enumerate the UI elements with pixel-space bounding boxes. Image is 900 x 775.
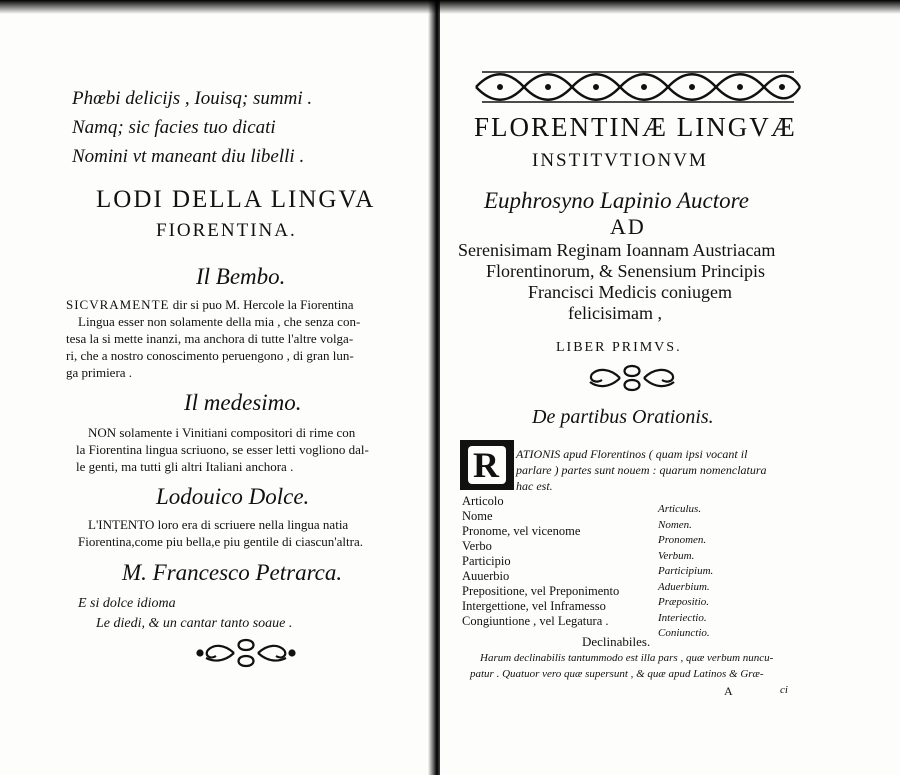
part-latin: Verbum. [658,549,695,562]
part-italian: Nome [462,509,493,523]
bembo-line-5: ga primiera . [66,365,133,380]
part-latin: Coniunctio. [658,627,710,639]
verse-line-1: Phœbi delicijs , Iouisq; summi . [72,88,313,109]
left-title-line-1: LODI DELLA LINGVA [96,186,376,213]
medesimo-paragraph [76,424,369,475]
headpiece-ornament-icon [472,64,804,110]
closing-line-2: patur . Quatuor vero quæ supersunt , & quæ apud Latinos & Græ- [470,668,764,680]
part-italian: Verbo [462,539,492,553]
petrarca-line-1: E si dolce idioma [78,596,176,611]
medesimo-line-2: la Fiorentina lingua scriuono, se esser letti vogliono dal- [76,442,369,457]
left-page [0,0,432,775]
part-italian: Participio [462,554,511,568]
closing-paragraph [470,650,773,682]
petrarca-line-2: Le diedi, & un cantar tanto soaue . [96,616,293,631]
catchword: ci [780,684,788,696]
dedication-line-1: Serenisimam Reginam Ioannam Austriacam [458,240,776,260]
ad-line: AD [610,214,646,239]
intro-paragraph [516,446,767,494]
petrarca-heading: M. Francesco Petrarca. [122,560,343,585]
bembo-line-2: Lingua esser non solamente della mia , che senza con- [78,314,361,329]
bembo-line-1: dir si puo M. Hercole la Fiorentina [172,297,354,312]
part-italian: Articolo [462,494,504,508]
right-page [440,0,900,775]
part-latin: Interiectio. [658,611,707,624]
intro-line-3: hac est. [516,479,553,493]
dolce-line-1: L'INTENTO loro era di scriuere nella lingua natia [88,517,349,532]
part-latin: Aduerbium. [658,580,710,593]
closing-line-1: Harum declinabilis tantummodo est illa pars , quæ verbum nuncu- [480,652,774,664]
dolce-line-2: Fiorentina,come piu bella,e piu gentile di ciascun'altra. [78,534,363,549]
parts-italian-list [462,494,619,629]
intro-line-2: parlare ) partes sunt nouem : quarum nomenclatura [516,463,767,477]
part-latin: Articulus. [658,503,702,515]
dedication-line-2: Florentinorum, & Senensium Principis [486,261,765,281]
part-italian: Intergettione, vel Inframesso [462,599,606,613]
liber-primus: LIBER PRIMVS. [556,340,682,355]
bembo-paragraph [66,296,360,381]
bembo-lead: SICVRAMENTE [66,297,170,312]
fleuron-small-icon [584,362,680,394]
section-heading: De partibus Orationis. [532,406,714,428]
part-italian: Pronome, vel vicenome [462,524,581,538]
fleuron-ornament-icon [196,636,296,670]
part-italian: Prepositione, vel Preponimento [462,584,620,598]
dedication-line-3: Francisci Medicis coniugem [528,282,732,302]
medesimo-heading: Il medesimo. [184,390,302,415]
signature-mark: A [724,684,733,698]
part-italian: Congiuntione , vel Legatura . [462,614,609,628]
drop-cap-letter: R [473,445,499,485]
medesimo-line-1: NON solamente i Vinitiani compositori di rime con [88,425,356,440]
medesimo-line-3: le genti, ma tutti gli altri Italiani anchora . [76,459,294,474]
dedication-line-4: felicisimam , [568,303,662,323]
dolce-heading: Lodouico Dolce. [156,484,310,509]
right-title-line-2: INSTITVTIONVM [532,150,708,171]
parts-latin-list [658,502,713,642]
part-latin: Nomen. [658,518,692,531]
petrarca-verse [78,594,292,634]
left-title-line-2: FIORENTINA. [156,220,297,241]
dedication [458,240,775,324]
bembo-line-4: ri, che a nostro conoscimento peruengono , di gran lun- [66,348,354,363]
verse-line-3: Nomini vt maneant diu libelli . [72,146,305,167]
part-latin: Participium. [658,565,714,577]
dolce-paragraph [78,516,363,550]
author-line: Euphrosyno Lapinio Auctore [484,188,749,213]
right-title-line-1: FLORENTINÆ LINGVÆ [474,112,797,142]
bembo-line-3: tesa la si mette inanzi, ma anchora di tutte l'altre volga- [66,331,354,346]
bembo-heading: Il Bembo. [196,264,286,289]
verse-line-2: Namq; sic facies tuo dicati [72,117,276,138]
drop-cap [460,440,514,490]
part-italian: Auuerbio [462,569,510,583]
part-latin: Præpositio. [658,596,710,608]
top-shadow [0,0,900,14]
declinabiles-label: Declinabiles. [582,634,651,649]
intro-line-1: ATIONIS apud Florentinos ( quam ipsi vocant il [516,447,748,461]
part-latin: Pronomen. [658,534,707,546]
